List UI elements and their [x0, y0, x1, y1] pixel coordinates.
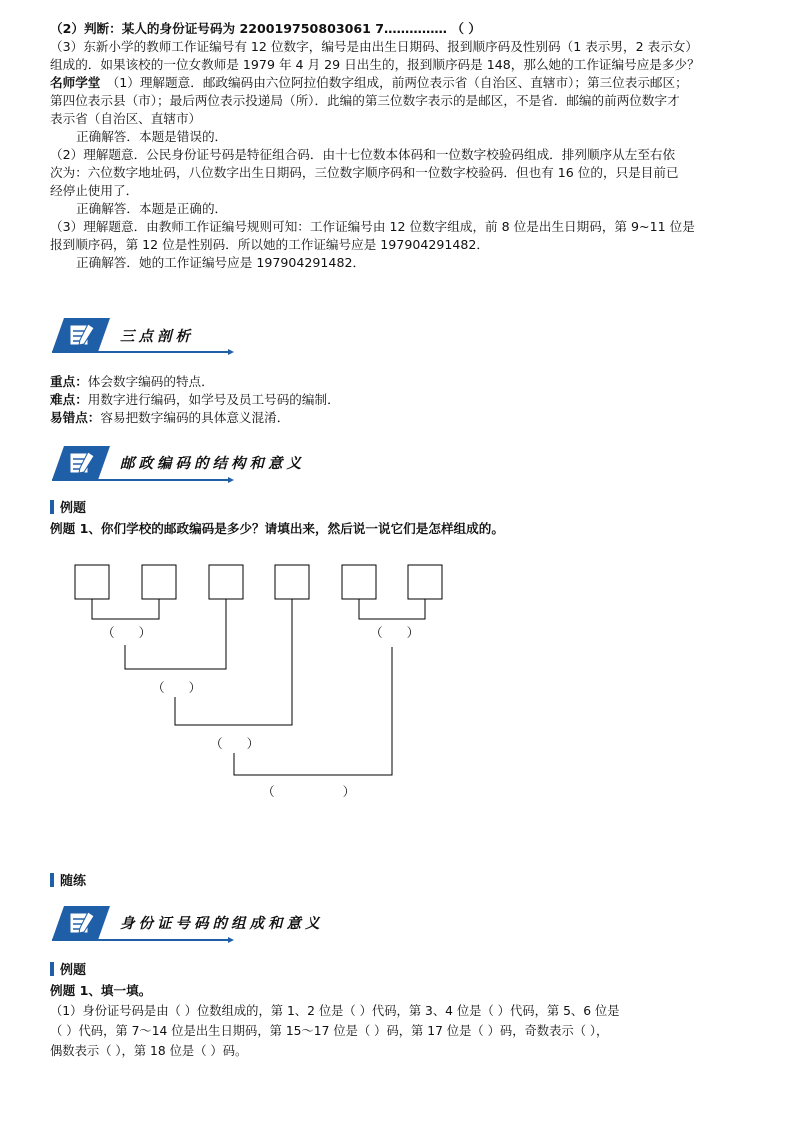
answer-blank[interactable]: （ ）: [370, 625, 420, 640]
section-title-key-points: 三点剖析: [120, 328, 194, 345]
section-title-id-number: 身份证号码的组成和意义: [120, 915, 324, 932]
digit-box-1: [75, 565, 109, 599]
heading-bar: [50, 500, 54, 514]
answer-blank[interactable]: （ ）: [102, 625, 152, 640]
bracket-all: [234, 647, 392, 775]
bracket-5-6: [359, 599, 425, 619]
example-heading: 例题: [50, 500, 86, 516]
answer-blank[interactable]: （ ）: [210, 736, 260, 751]
question-3-line1: （3）东新小学的教师工作证编号有 12 位数字，编号是由出生日期码、报到顺序码及性别码（1 表示男，2 表示女）: [50, 39, 698, 54]
teacher-label: 名师学堂: [50, 75, 101, 90]
digit-box-5: [342, 565, 376, 599]
answer-2: 正确解答．本题是正确的．: [76, 201, 228, 216]
analysis-2-line1: （2）理解题意．公民身份证号码是特征组合码．由十七位数本体码和一位数字校验码组成．排列顺序从左至右依: [50, 147, 676, 162]
digit-box-4: [275, 565, 309, 599]
analysis-1-line3: 表示省（自治区、直辖市）: [50, 111, 202, 126]
error-prone-point: 易错点：容易把数字编码的具体意义混淆．: [50, 410, 290, 425]
analysis-1-line1: 名师学堂 （1）理解题意．邮政编码由六位阿拉伯数字组成，前两位表示省（自治区、直辖市）；第三位表示邮区；: [50, 75, 688, 90]
fill-blank-line1: （1）身份证号码是由（ ）位数组成的，第 1、2 位是（ ）代码，第 3、4 位是（ ）代码，第 5、6 位是: [50, 1004, 620, 1018]
digit-box-6: [408, 565, 442, 599]
answer-blank[interactable]: （ ）: [152, 680, 202, 695]
answer-1: 正确解答．本题是错误的．: [76, 129, 228, 144]
difficult-point: 难点：用数字进行编码，如学号及员工号码的编制．: [50, 392, 340, 407]
postal-code-diagram: [60, 555, 460, 805]
analysis-1-line2: 第四位表示县（市）；最后两位表示投递局（所）．此编的第三位数字表示的是邮区，不是省．邮编的前两位数字才: [50, 93, 680, 108]
analysis-3-line2: 报到顺序码，第 12 位是性别码．所以她的工作证编号应是 197904291482．: [50, 237, 490, 252]
judge-item-2: （2）判断：某人的身份证号码为 220019750803061 7…………… （ ）: [50, 21, 481, 36]
answer-3: 正确解答．她的工作证编号应是 197904291482．: [76, 255, 366, 270]
analysis-3-line1: （3）理解题意．由教师工作证编号规则可知：工作证编号由 12 位数字组成，前 8 位是出生日期码，第 9~11 位是: [50, 219, 695, 234]
answer-blank[interactable]: （ ）: [262, 784, 356, 799]
digit-box-2: [142, 565, 176, 599]
practice-heading: 随练: [50, 873, 86, 889]
heading-bar: [50, 962, 54, 976]
fill-blank-line3: 偶数表示（ ），第 18 位是（ ）码。: [50, 1044, 248, 1058]
question-3-line2: 组成的．如果该校的一位女教师是 1979 年 4 月 29 日出生的，报到顺序码是 148，那么她的工作证编号应是多少？: [50, 57, 700, 72]
analysis-2-line2: 次为：六位数字地址码，八位数字出生日期码，三位数字顺序码和一位数字校验码．但也有 16 位的，只是目前已: [50, 165, 679, 180]
section-title-postal-code: 邮政编码的结构和意义: [120, 455, 305, 472]
example-2-question: 例题 1、填一填。: [50, 983, 152, 998]
fill-blank-line2: （ ）代码，第 7～14 位是出生日期码，第 15～17 位是（ ）码，第 17 位是（ ）码，奇数表示（ ），: [50, 1024, 609, 1038]
digit-box-3: [209, 565, 243, 599]
example-heading: 例题: [50, 962, 86, 978]
example-1-question: 例题 1、你们学校的邮政编码是多少？请填出来，然后说一说它们是怎样组成的。: [50, 521, 504, 536]
heading-bar: [50, 873, 54, 887]
key-point: 重点：体会数字编码的特点．: [50, 374, 214, 389]
bracket-123-4: [175, 599, 292, 725]
analysis-2-line3: 经停止使用了．: [50, 183, 139, 198]
bracket-1-2: [92, 599, 159, 619]
